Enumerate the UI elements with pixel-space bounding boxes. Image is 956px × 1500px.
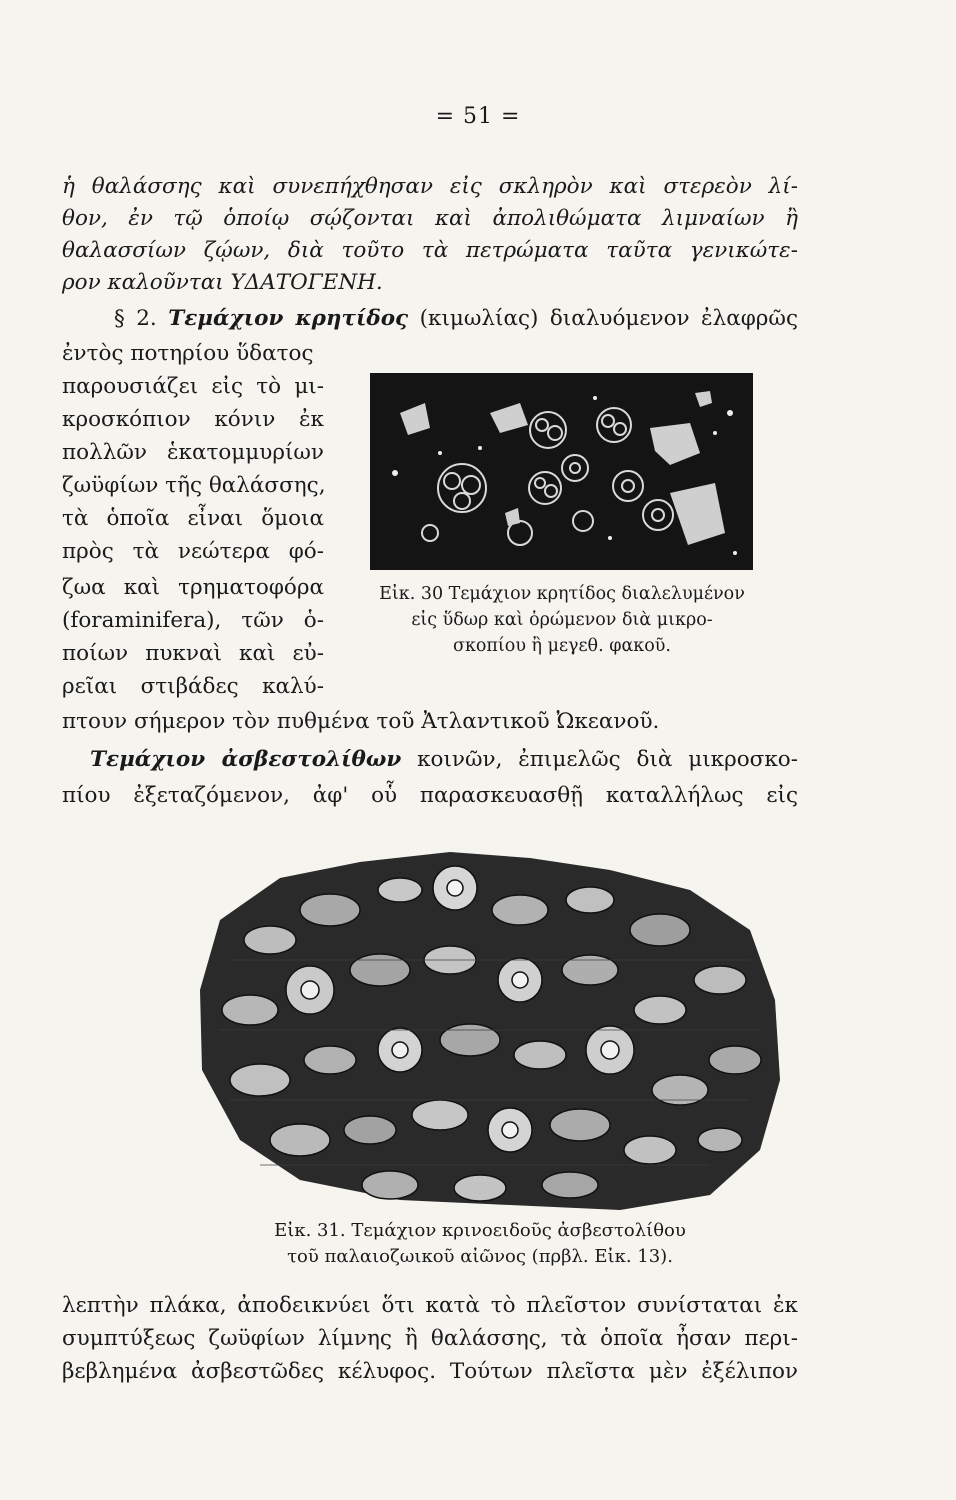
text-line: ζωϋφίων τῆς θαλάσσης, [62,473,326,498]
page-number: = 51 = [435,104,521,129]
paragraph-title: Τεμάχιον ἀσβεστολίθων [90,747,402,772]
text-line: λεπτὴν πλάκα, ἀποδεικνύει ὅτι κατὰ τὸ πλεῖστον συνίσταται ἐκ [62,1293,798,1318]
text-line: (foraminifera), τῶν ὁ- [62,608,324,633]
text-line: ρον καλοῦνται ΥΔΑΤΟΓΕΝΗ. [62,270,383,295]
text-line: πρὸς τὰ νεώτερα φό- [62,539,324,564]
text-line: ζωα καὶ τρηματοφόρα [62,575,324,600]
caption-line: Εἰκ. 31. Τεμάχιον κρινοειδοῦς ἀσβεστολίθου [274,1220,686,1241]
text-line: πτουν σήμερον τὸν πυθμένα τοῦ Ἀτλαντικοῦ Ὠκεανοῦ. [62,709,660,734]
figure-30-caption [352,581,772,659]
section-heading-rest: (κιμωλίας) διαλυόμενον ἐλαφρῶς [419,306,798,331]
section-number: § 2. [114,306,157,331]
foraminifera-illustration [370,373,753,570]
figure-30-chalk-image [370,373,753,570]
figure-31-caption [150,1218,810,1270]
text-line: ρεῖαι στιβάδες καλύ- [62,674,324,699]
caption-line: τοῦ παλαιοζωικοῦ αἰῶνος (πρβλ. Εἰκ. 13). [287,1246,673,1267]
text-line: κροσκόπιον κόνιν ἐκ [62,407,324,432]
text-line: πολλῶν ἑκατομμυρίων [62,440,324,465]
text-line: θον, ἐν τῷ ὁποίῳ σῴζονται καὶ ἀπολιθώματα λιμναίων ἢ [62,206,798,231]
figure-31-crinoid-image [190,850,790,1212]
caption-line: σκοπίου ἢ μεγεθ. φακοῦ. [453,636,671,656]
text-line: συμπτύξεως ζωϋφίων λίμνης ἢ θαλάσσης, τὰ ὁποῖα ἦσαν περι- [62,1326,798,1351]
caption-line: Εἰκ. 30 Τεμάχιον κρητίδος διαλελυμένον [379,584,745,604]
text-line: βεβλημένα ἀσβεστῶδες κέλυφος. Τούτων πλεῖστα μὲν ἐξέλιπον [62,1359,798,1384]
text-line: παρουσιάζει εἰς τὸ μι- [62,374,324,399]
text-line: ἡ θαλάσσης καὶ συνεπήχθησαν εἰς σκληρὸν καὶ στερεὸν λί- [62,174,798,199]
text-line [62,746,798,774]
text-line: θαλασσίων ζῴων, διὰ τοῦτο τὰ πετρώματα ταῦτα γενικώτε- [62,238,798,263]
crinoid-limestone-illustration [190,850,790,1212]
caption-line: εἰς ὕδωρ καὶ ὁρώμενον διὰ μικρο- [411,610,713,630]
text-line: ἐντὸς ποτηρίου ὕδατος [62,341,314,366]
section-heading-line [62,305,798,333]
text-line: πίου ἐξεταζόμενον, ἀφ' οὗ παρασκευασθῇ καταλλήλως εἰς [62,783,798,808]
paragraph-text: κοινῶν, ἐπιμελῶς διὰ μικροσκο- [417,747,798,772]
section-title: Τεμάχιον κρητίδος [168,306,409,331]
text-line: τὰ ὁποῖα εἶναι ὅμοια [62,506,324,531]
text-line: ποίων πυκναὶ καὶ εὐ- [62,641,324,666]
